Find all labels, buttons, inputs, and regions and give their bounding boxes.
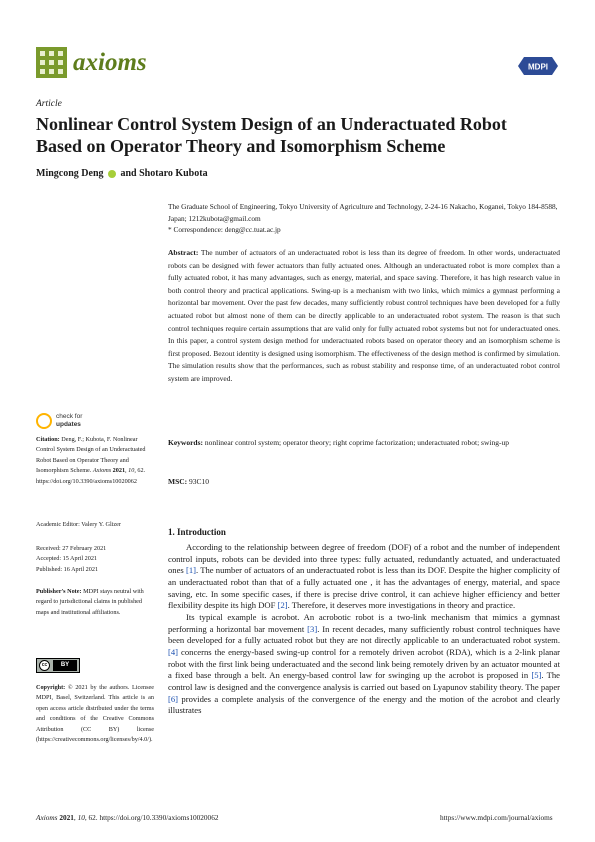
article-title: Nonlinear Control System Design of an Underactuated Robot Based on Operator Theory and Isomorphism Scheme [36,114,507,156]
received-date: Received: 27 February 2021 [36,545,107,552]
check-for-updates-icon [36,413,52,429]
correspondence: * Correspondence: deng@cc.tuat.ac.jp [168,225,281,234]
msc-label: MSC: [168,477,188,486]
author-name[interactable]: Mingcong Deng [36,168,104,179]
affiliation: The Graduate School of Engineering, Tokyo University of Agriculture and Technology, 2-24-16 Nakacho, Koganei, Tokyo 184-8588, Japan; 1212kubota@gmail.com [168,202,558,223]
copyright-text: © 2021 by the authors. Licensee MDPI, Basel, Switzerland. This article is an open access article distributed under the terms and conditions of the Creative Commons Attribution (CC BY) license (https://creativecommons.org/licenses/by/4.0/). [36,684,154,744]
citation-link[interactable]: [1] [185,565,196,576]
abstract [168,247,560,386]
msc-code: 93C10 [189,477,210,486]
axioms-logo-icon [36,47,67,78]
accepted-date: Accepted: 15 April 2021 [36,555,98,563]
dates [36,544,154,575]
abstract-text: The number of actuators of an underactuated robot is less than its degree of freedom. In other words, underactuated robots can be designed with fewer actuators than fully actuated ones. Although an underactuated robot is more complex than a fully actuated robot, it has many advantages, such as energy, material, and space saving. Therefore, it has high research value in both control theory and practical applications. Swing-up is a mechanism with two links, which mimics a gymnast performing a horizontal bar movement. Over the past few decades, many sufficiently robust control techniques have been developed for a fully actuated robot but almost none of them can be directly applicable to an underactuated robot system. The reason is that such control techniques require certain assumptions that are valid only for fully actuated robot systems but not for underactuated ones. In this paper, a control system design method for underactuated robots based on operator theory and an isomorphism scheme is first proposed. Bezout identity is designed using isomorphism. The effectiveness of the design method is confirmed by simulation. The simulation results show that the performances, such as robust stability and response time, of an underactuated robot control system are improved. [168,248,560,383]
cc-by-icon[interactable] [36,658,80,673]
mdpi-logo-icon [518,57,558,75]
msc [168,477,209,486]
cc-by-label: BY [53,660,77,671]
author-name[interactable]: Shotaro Kubota [139,168,208,179]
citation-label: Citation: [36,436,60,443]
keywords-text: nonlinear control system; operator theory; right coprime factorization; underactuated robot; swing-up [204,438,509,447]
citation-volume: 10 [128,467,135,475]
section-heading: 1. Introduction [168,527,226,537]
abstract-label: Abstract: [168,248,199,257]
citation-link[interactable]: [6] [168,693,179,704]
footer-journal-url[interactable]: https://www.mdpi.com/journal/axioms [440,813,553,822]
copyright [36,683,154,745]
author-list [36,168,208,179]
check-line2: updates [56,421,81,428]
academic-editor: Academic Editor: Valery Y. Glizer [36,521,121,528]
cc-symbol: cc [39,660,50,671]
keywords [168,437,560,450]
citation-link[interactable]: [2] [277,600,288,611]
body-text [168,542,560,717]
citation-link[interactable]: [5] [531,670,542,681]
author-joiner: and [120,168,137,179]
citation-link[interactable]: [4] [168,646,179,657]
citation-journal: Axioms [92,467,112,475]
citation-text: Deng, F.; Kubota, F. Nonlinear Control System Design of an Underactuated Robot Based on Operator Theory and Isomorphism Scheme. [36,436,146,475]
publisher-note [36,587,154,618]
citation-link[interactable]: [3] [307,623,318,634]
journal-name: axioms [73,49,147,76]
publisher-name: MDPI [528,62,548,72]
note-label: Publisher's Note: [36,588,82,595]
paragraph: Its typical example is acrobot. An acrobotic robot is a two-link mechanism that mimics a gymnast performing a horizontal bar movement [3]. In recent decades, many sufficiently robust control techniques have been developed for a fully actuated robot but they are not directly applicable to an underactuated robot system. [4] concerns the energy-based swing-up control for a remotely driven acrobot (RDA), which is a 2-link planar robot with the first link being underactuated and the second link being remotely driven by an actuator mounted at a fixed base through a belt. An energy-based control law for swinging up the acrobot is proposed in [5]. The control law is designed and the convergence analysis is carried out based on Lyapunov stability theory. The paper [6] provides a complete analysis of the convergence of the energy and the motion of the acrobot and clearly illustrates [168,611,560,716]
affiliation-block [168,201,560,236]
footer-citation: Axioms 2021, 10, 62. https://doi.org/10.3390/axioms10020062 [36,813,219,822]
copyright-label: Copyright: [36,684,66,691]
citation-year: 2021 [112,467,126,475]
footer-doi[interactable]: , 62. https://doi.org/10.3390/axioms10020062 [84,813,219,822]
keywords-label: Keywords: [168,438,203,447]
orcid-icon[interactable] [108,170,116,178]
citation: Citation: Deng, F.; Kubota, F. Nonlinear Control System Design of an Underactuated Robot Based on Operator Theory and Isomorphism Scheme. Axioms 2021, 10, 62. https://doi.org/10.3390/axioms10020062 [36,436,146,485]
paragraph: According to the relationship between degree of freedom (DOF) of a robot and the number of independent control inputs, robots can be devided into three types: fully actuated, redundantly actuated, and underactuated ones [1]. The number of actuators of an underactuated robot is less than its DOF. Despite the higher complicity of an underactuated robot than that of a fully actuated one , it has the advantages of energy, material, and space saving, etc. In some specific cases, if there is precise drive control, it can achieve higher efficiency and better flexibility despite its high DOF [2]. Therefore, it deserves more investigations in theory and practice. [168,542,560,611]
check-line1: check for [56,413,83,420]
note-text: MDPI stays neutral with regard to jurisdictional claims in published maps and institutional affiliations. [36,588,144,616]
citation-pages[interactable]: , 62. https://doi.org/10.3390/axioms10020062 [36,467,146,485]
published-date: Published: 16 April 2021 [36,565,99,573]
article-type: Article [36,99,62,109]
